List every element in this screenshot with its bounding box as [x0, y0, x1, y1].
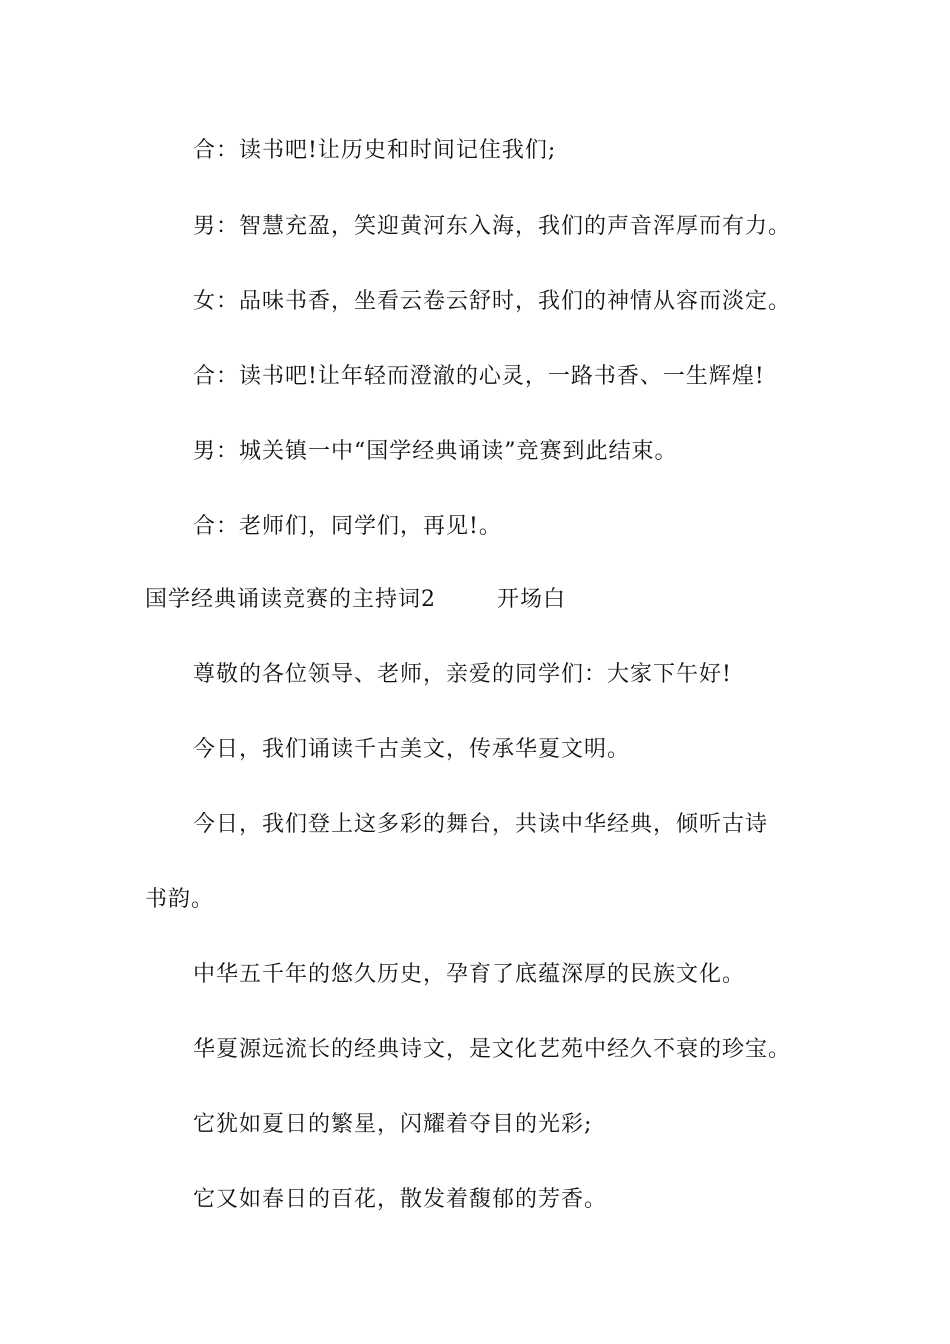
- body-paragraph: 尊敬的各位领导、老师，亲爱的同学们：大家下午好!: [193, 662, 732, 687]
- body-paragraph: 今日，我们诵读千古美文，传承华夏文明。: [193, 737, 631, 762]
- dialogue-line: 合：读书吧!让历史和时间记住我们;: [193, 138, 557, 163]
- dialogue-line: 女：品味书香，坐看云卷云舒时，我们的神情从容而淡定。: [193, 289, 792, 314]
- body-paragraph: 华夏源远流长的经典诗文，是文化艺苑中经久不衰的珍宝。: [193, 1037, 792, 1062]
- dialogue-line: 男：智慧充盈，笑迎黄河东入海，我们的声音浑厚而有力。: [193, 214, 792, 239]
- section-title: 国学经典诵读竞赛的主持词2: [145, 587, 436, 612]
- body-paragraph: 它犹如夏日的繁星，闪耀着夺目的光彩;: [193, 1112, 593, 1137]
- dialogue-line: 男：城关镇一中“国学经典诵读”竞赛到此结束。: [193, 439, 678, 464]
- body-paragraph: 它又如春日的百花，散发着馥郁的芳香。: [193, 1187, 608, 1212]
- body-paragraph-continuation: 书韵。: [145, 887, 215, 912]
- body-paragraph: 中华五千年的悠久历史，孕育了底蕴深厚的民族文化。: [193, 962, 746, 987]
- section-subtitle: 开场白: [497, 587, 567, 612]
- dialogue-line: 合：读书吧!让年轻而澄澈的心灵，一路书香、一生辉煌!: [193, 364, 765, 389]
- body-paragraph: 今日，我们登上这多彩的舞台，共读中华经典，倾听古诗: [193, 812, 769, 837]
- dialogue-line: 合：老师们，同学们，再见!。: [193, 514, 502, 539]
